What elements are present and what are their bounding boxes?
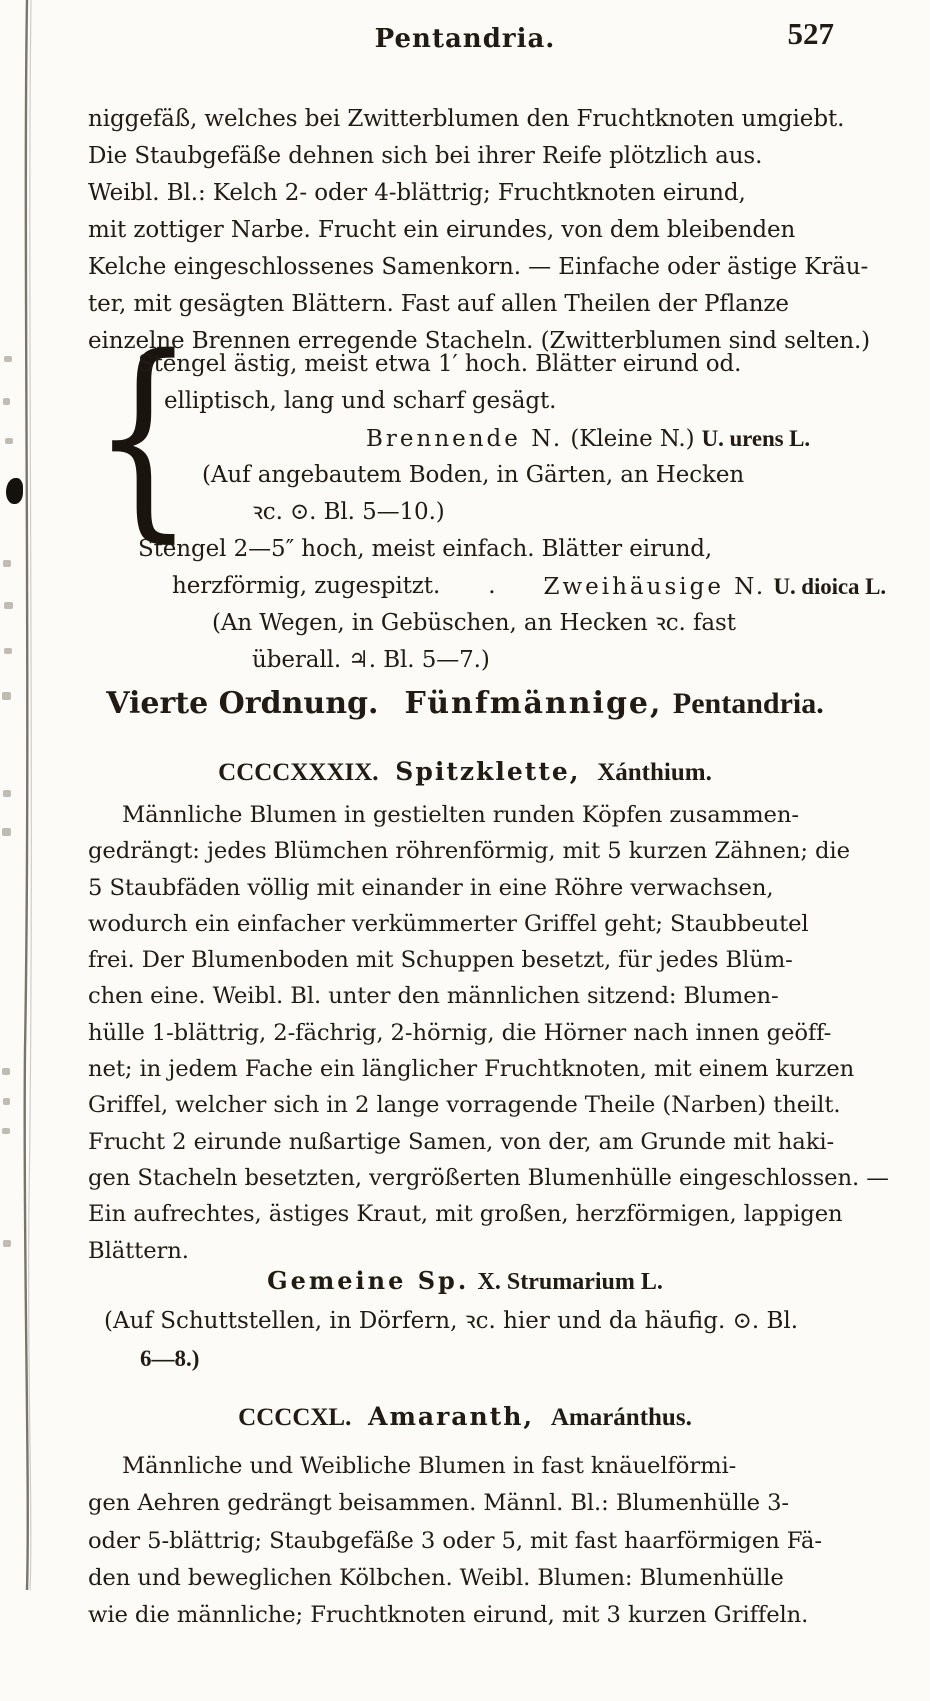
genus-description-paragraph <box>88 101 888 360</box>
order-heading-german: Vierte Ordnung. <box>106 686 379 721</box>
text-line: einzelne Brennen erregende Stacheln. (Zwitterblumen sind selten.) <box>88 328 871 354</box>
text-line: Männliche und Weibliche Blumen in fast knäuelförmi- <box>122 1453 737 1479</box>
species-name-german: Gemeine Sp. <box>267 1266 470 1295</box>
text-line: Blättern. <box>88 1237 189 1264</box>
text-line: wodurch ein einfacher verkümmerter Griffel geht; Staubbeutel <box>88 910 809 937</box>
genus-name-german: Spitzklette, <box>395 757 581 786</box>
bleedthrough-mark <box>3 1098 10 1105</box>
order-heading-latin: Pentandria. <box>672 687 824 720</box>
text-line: den und beweglichen Kölbchen. Weibl. Blumen: Blumenhülle <box>88 1564 784 1591</box>
species-name-german: Zweihäusige N. <box>543 574 767 600</box>
amaranthus-description <box>88 1448 898 1634</box>
text-line: Männliche Blumen in gestielten runden Köpfen zusammen- <box>122 802 799 828</box>
key-line: Stengel ästig, meist etwa 1′ hoch. Blätter eirund od. <box>138 351 742 377</box>
binding-edge-artifact <box>0 0 60 1701</box>
xanthium-description <box>88 797 898 1269</box>
habitat-line: 6—8.) <box>140 1346 200 1371</box>
bleedthrough-mark <box>2 1068 10 1075</box>
habitat-line: (Auf Schuttstellen, in Dörfern, ꝛc. hier und da häufig. ⊙. Bl. <box>104 1308 799 1334</box>
bleedthrough-mark <box>2 1128 10 1134</box>
text-line: ter, mit gesägten Blättern. Fast auf allen Theilen der Pflanze <box>88 291 789 317</box>
habitat-line: (An Wegen, in Gebüschen, an Hecken ꝛc. fast <box>212 610 736 636</box>
bleedthrough-mark <box>4 648 12 654</box>
bleedthrough-mark <box>3 1240 11 1247</box>
text-line: chen eine. Weibl. Bl. unter den männlichen sitzend: Blumen- <box>88 983 779 1010</box>
species-heading-strumarium <box>0 1266 930 1296</box>
species-name-paren: (Kleine N.) <box>570 426 695 452</box>
species-name-latin: U. dioica L. <box>773 574 886 599</box>
bleedthrough-mark <box>3 790 11 797</box>
genus-name-latin: Amaránthus. <box>550 1404 692 1431</box>
text-line: 5 Staubfäden völlig mit einander in eine Röhre verwachsen, <box>88 874 774 901</box>
order-heading-spaced: Fünfmännige, <box>404 686 663 721</box>
habitat-line: ꝛc. ⊙. Bl. 5—10.) <box>252 499 445 525</box>
bleedthrough-mark <box>5 438 13 444</box>
text-line: gedrängt: jedes Blümchen röhrenförmig, mit 5 kurzen Zähnen; die <box>88 838 850 865</box>
species-name-latin: X. Strumarium L. <box>477 1269 663 1295</box>
text-line: oder 5-blättrig; Staubgefäße 3 oder 5, mit fast haarförmigen Fä- <box>88 1527 822 1554</box>
bleedthrough-mark <box>4 356 12 362</box>
text-line: gen Stacheln besetzten, vergrößerten Blumenhülle eingeschlossen. — <box>88 1164 889 1191</box>
page-number: 527 <box>787 16 834 51</box>
text-line: Ein aufrechtes, ästiges Kraut, mit großen, herzförmigen, lappigen <box>88 1201 843 1228</box>
order-heading <box>0 686 930 721</box>
species-key <box>138 346 886 679</box>
habitat-line: (Auf angebautem Boden, in Gärten, an Hecken <box>202 462 745 488</box>
text-line: Frucht 2 eirunde nußartige Samen, von der, am Grunde mit haki- <box>88 1128 835 1155</box>
key-line: elliptisch, lang und scharf gesägt. <box>164 388 557 414</box>
genus-name-german: Amaranth, <box>368 1402 535 1431</box>
text-line: Die Staubgefäße dehnen sich bei ihrer Reife plötzlich aus. <box>88 143 763 169</box>
text-line: mit zottiger Narbe. Frucht ein eirundes, von dem bleibenden <box>88 217 796 243</box>
text-line: niggefäß, welches bei Zwitterblumen den Fruchtknoten umgiebt. <box>88 106 845 132</box>
stray-dot: . <box>488 573 496 599</box>
species-line <box>366 420 886 457</box>
text-line: net; in jedem Fache ein länglicher Fruchtknoten, mit einem kurzen <box>88 1056 855 1083</box>
genus-heading-xanthium <box>0 757 930 787</box>
bleedthrough-mark <box>2 828 11 836</box>
text-line: hülle 1-blättrig, 2-fächrig, 2-hörnig, die Hörner nach innen geöff- <box>88 1019 832 1046</box>
key-brace: { <box>92 310 195 561</box>
running-title: Pentandria. <box>374 24 556 54</box>
species-name-german: Brennende N. <box>366 426 564 452</box>
genus-numeral: CCCCXXXIX. <box>218 759 379 786</box>
species-name-group <box>543 568 886 605</box>
text-line: wie die männliche; Fruchtknoten eirund, mit 3 kurzen Griffeln. <box>88 1602 809 1629</box>
text-line: Griffel, welcher sich in 2 lange vorragende Theile (Narben) theilt. <box>88 1092 841 1119</box>
text-line: Weibl. Bl.: Kelch 2- oder 4-blättrig; Fruchtknoten eirund, <box>88 180 746 206</box>
genus-name-latin: Xánthium. <box>597 759 712 786</box>
genus-numeral: CCCCXL. <box>238 1404 352 1431</box>
species-line <box>172 568 886 605</box>
bleedthrough-mark <box>3 398 10 405</box>
bleedthrough-mark <box>3 560 11 567</box>
genus-heading-amaranthus <box>0 1402 930 1432</box>
text-line: gen Aehren gedrängt beisammen. Männl. Bl.: Blumenhülle 3- <box>88 1490 789 1517</box>
text-line: Kelche eingeschlossenes Samenkorn. — Einfache oder ästige Kräu- <box>88 254 869 280</box>
key-line-left: herzförmig, zugespitzt. <box>172 573 441 599</box>
text-line: frei. Der Blumenboden mit Schuppen besetzt, für jedes Blüm- <box>88 947 793 974</box>
bleedthrough-mark <box>4 602 13 609</box>
ink-blob-artifact <box>6 478 23 504</box>
species-name-latin: U. urens L. <box>701 426 811 451</box>
habitat-line: überall. ♃. Bl. 5—7.) <box>252 647 490 673</box>
key-line: Stengel 2—5″ hoch, meist einfach. Blätter eirund, <box>138 536 713 562</box>
